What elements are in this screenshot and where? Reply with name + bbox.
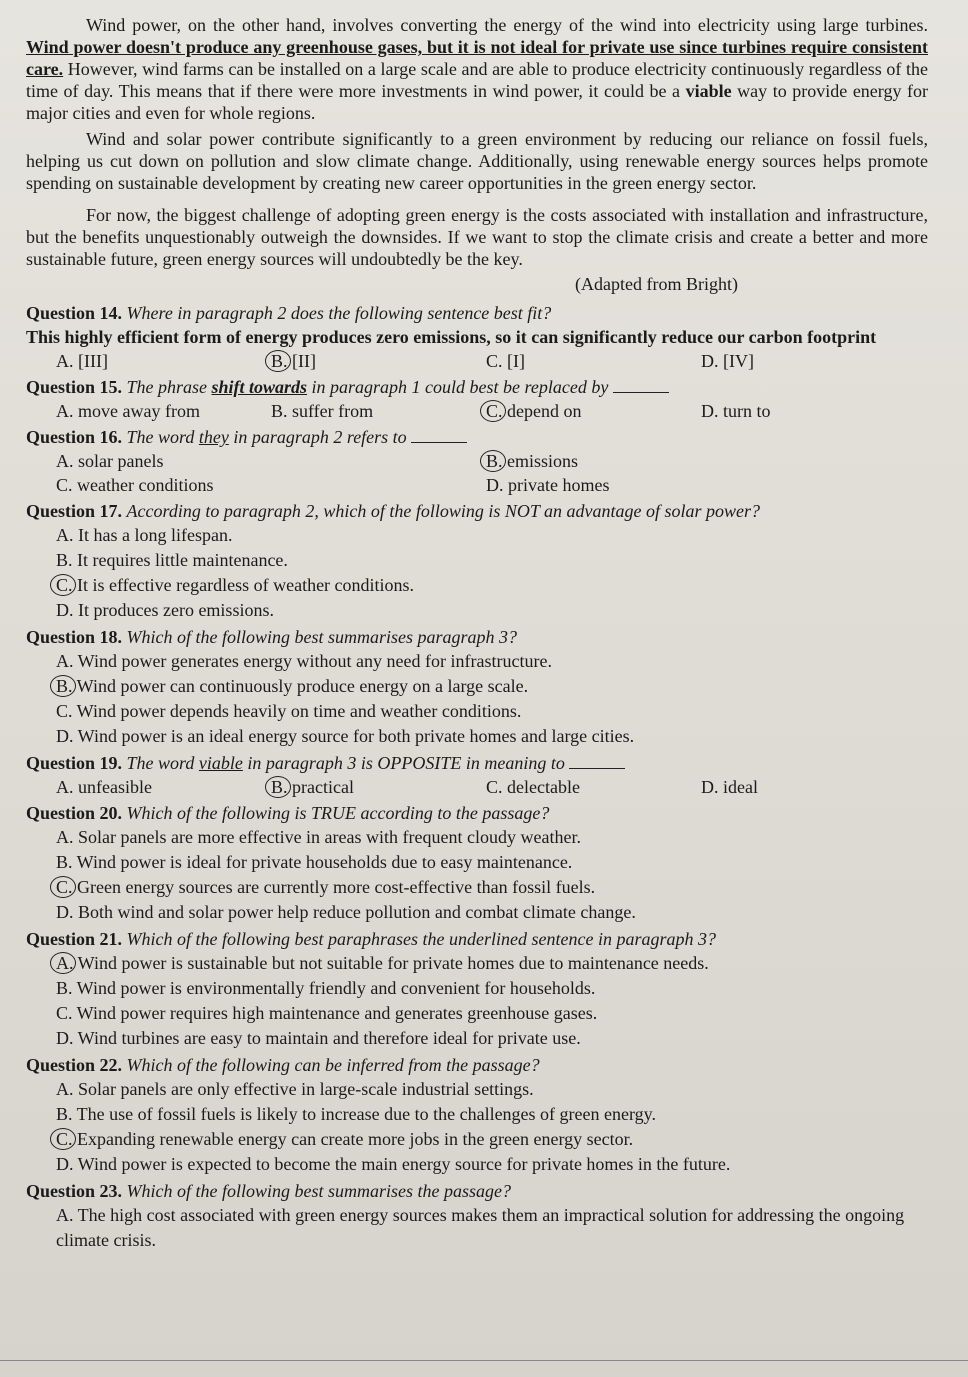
option-d[interactable]: D. [IV] — [701, 351, 754, 371]
option-a[interactable]: A. Solar panels are more effective in areas with frequent cloudy weather. — [56, 827, 581, 847]
option-b[interactable]: B. Wind power is ideal for private households due to easy maintenance. — [56, 852, 573, 872]
question-number: Question 19. — [26, 753, 123, 773]
answer-blank — [569, 754, 625, 769]
question-number: Question 15. — [26, 377, 123, 397]
p1-text-a: Wind power, on the other hand, involves converting the energy of the wind into electricity using large turbines. — [86, 15, 928, 35]
question-15 — [26, 375, 928, 399]
options-21 — [26, 951, 928, 1051]
p1-text-b: However, wind farms can be installed on a large scale and are able to produce electricity continuously regardless of the time of day. This means that if there were more investments in wind power, it could be a — [26, 59, 928, 101]
option-d[interactable]: D. Wind turbines are easy to maintain and therefore ideal for private use. — [56, 1028, 581, 1048]
page-bottom-divider — [0, 1360, 968, 1361]
question-14 — [26, 301, 928, 349]
question-sentence: This highly efficient form of energy produces zero emissions, so it can significantly reduce our carbon footprint — [26, 327, 877, 347]
answer-blank — [411, 428, 467, 443]
options-20 — [26, 825, 928, 925]
option-b[interactable]: B. The use of fossil fuels is likely to increase due to the challenges of green energy. — [56, 1104, 656, 1124]
option-d[interactable]: D. private homes — [486, 475, 610, 495]
question-number: Question 18. — [26, 627, 123, 647]
options-18 — [26, 649, 928, 749]
p1-text-c: way to provide energy for major cities and even for whole regions. — [26, 81, 929, 123]
option-c[interactable]: C. weather conditions — [56, 475, 214, 495]
option-c[interactable]: C. Green energy sources are currently more cost-effective than fossil fuels. — [56, 875, 928, 900]
question-text: Where in paragraph 2 does the following sentence best fit? — [126, 303, 552, 323]
question-text-b: in paragraph 1 could best be replaced by — [307, 377, 613, 397]
p1-word-viable: viable — [685, 81, 732, 101]
option-b[interactable]: B. practical — [271, 775, 486, 799]
answer-blank — [613, 378, 669, 393]
question-text-a: The word — [126, 427, 199, 447]
question-17 — [26, 499, 928, 523]
option-a[interactable]: A. [III] — [56, 351, 108, 371]
question-text: Which of the following is TRUE according to the passage? — [126, 803, 550, 823]
option-d[interactable]: D. ideal — [701, 777, 758, 797]
options-15 — [26, 399, 928, 423]
passage-source: (Adapted from Bright) — [575, 274, 738, 294]
option-b[interactable]: B. emissions — [486, 449, 916, 473]
option-b[interactable]: B. [II] — [271, 349, 486, 373]
option-c[interactable]: C. depend on — [486, 399, 701, 423]
question-23 — [26, 1179, 928, 1203]
options-17 — [26, 523, 928, 623]
option-b[interactable]: B. Wind power can continuously produce energy on a large scale. — [56, 674, 928, 699]
question-text: Which of the following best summarises paragraph 3? — [126, 627, 518, 647]
passage-paragraph-3: For now, the biggest challenge of adopting green energy is the costs associated with installation and infrastructure, but the benefits unquestionably outweigh the downsides. If we want to stop the climate crisis and create a better and more sustainable future, green energy sources will undoubtedly be the key. — [26, 205, 928, 269]
option-a[interactable]: A. move away from — [56, 401, 200, 421]
question-number: Question 14. — [26, 303, 123, 323]
question-underlined: shift towards — [211, 377, 308, 397]
option-a[interactable]: A. Wind power generates energy without any need for infrastructure. — [56, 651, 552, 671]
question-underlined: they — [198, 427, 229, 447]
option-c[interactable]: C. Wind power depends heavily on time and weather conditions. — [56, 701, 522, 721]
option-a[interactable]: A. Wind power is sustainable but not suitable for private homes due to maintenance needs. — [56, 951, 928, 976]
option-a[interactable]: A. solar panels — [56, 451, 164, 471]
question-number: Question 23. — [26, 1181, 123, 1201]
question-text: Which of the following best paraphrases the underlined sentence in paragraph 3? — [126, 929, 716, 949]
question-number: Question 20. — [26, 803, 123, 823]
option-c[interactable]: C. delectable — [486, 777, 580, 797]
option-b[interactable]: B. suffer from — [271, 401, 374, 421]
question-number: Question 21. — [26, 929, 123, 949]
question-18 — [26, 625, 928, 649]
question-19 — [26, 751, 928, 775]
question-text: Which of the following can be inferred from the passage? — [126, 1055, 540, 1075]
option-d[interactable]: D. Wind power is an ideal energy source for both private homes and large cities. — [56, 726, 635, 746]
question-number: Question 22. — [26, 1055, 123, 1075]
option-c[interactable]: C. Wind power requires high maintenance and generates greenhouse gases. — [56, 1003, 598, 1023]
question-underlined: viable — [198, 753, 243, 773]
passage-paragraph-2: Wind and solar power contribute significantly to a green environment by reducing our reliance on fossil fuels, helping us cut down on pollution and slow climate change. Additionally, using renewable energy sources helps promote spending on sustainable development by creating new career opportunities in the green energy sector. — [26, 129, 928, 193]
p1-underlined-sentence: Wind power doesn't produce any greenhouse gases, but it is not ideal for private use since turbines require consistent care. — [26, 37, 928, 79]
options-16 — [26, 449, 928, 497]
option-d[interactable]: D. Both wind and solar power help reduce pollution and combat climate change. — [56, 902, 636, 922]
option-b[interactable]: B. Wind power is environmentally friendly and convenient for households. — [56, 978, 596, 998]
question-16 — [26, 425, 928, 449]
question-21 — [26, 927, 928, 951]
question-text-a: The word — [126, 753, 199, 773]
passage-paragraph-1 — [26, 14, 928, 124]
option-a[interactable]: A. unfeasible — [56, 777, 152, 797]
option-c[interactable]: C. Expanding renewable energy can create more jobs in the green energy sector. — [56, 1127, 928, 1152]
option-b[interactable]: B. It requires little maintenance. — [56, 550, 288, 570]
question-text-b: in paragraph 2 refers to — [228, 427, 412, 447]
question-text-a: The phrase — [126, 377, 212, 397]
option-c[interactable]: C. It is effective regardless of weather conditions. — [56, 573, 928, 598]
option-d[interactable]: D. Wind power is expected to become the main energy source for private homes in the future. — [56, 1154, 731, 1174]
options-19 — [26, 775, 928, 799]
question-20 — [26, 801, 928, 825]
question-number: Question 17. — [26, 501, 123, 521]
options-14 — [26, 349, 928, 373]
option-d[interactable]: D. turn to — [701, 401, 771, 421]
option-a[interactable]: A. Solar panels are only effective in large-scale industrial settings. — [56, 1079, 534, 1099]
options-22 — [26, 1077, 928, 1177]
option-a[interactable]: A. The high cost associated with green energy sources makes them an impractical solution for addressing the ongoing climate crisis. — [56, 1205, 905, 1250]
question-text: Which of the following best summarises the passage? — [126, 1181, 511, 1201]
option-a[interactable]: A. It has a long lifespan. — [56, 525, 233, 545]
question-22 — [26, 1053, 928, 1077]
question-text-b: in paragraph 3 is OPPOSITE in meaning to — [242, 753, 570, 773]
option-d[interactable]: D. It produces zero emissions. — [56, 600, 274, 620]
options-23 — [26, 1203, 928, 1253]
option-c[interactable]: C. [I] — [486, 351, 525, 371]
question-number: Question 16. — [26, 427, 123, 447]
question-text: According to paragraph 2, which of the following is NOT an advantage of solar power? — [126, 501, 761, 521]
